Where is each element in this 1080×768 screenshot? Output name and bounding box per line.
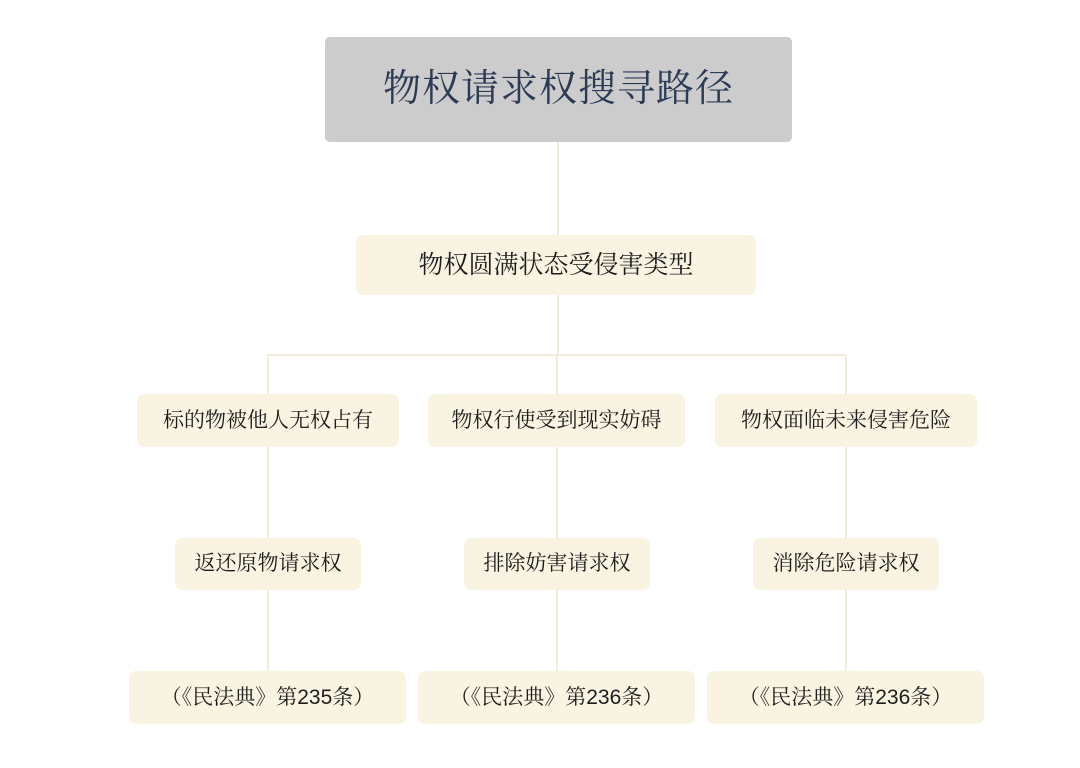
claim-node-2 (464, 538, 650, 590)
statute-label-2: （《民法典》第236条） (449, 685, 664, 709)
connector-cause-to-claim-2 (556, 447, 558, 538)
statute-node-2 (418, 671, 695, 724)
connector-title-to-root (557, 142, 559, 235)
cause-label-2: 物权行使受到现实妨碍 (451, 408, 662, 432)
connector-bus-drop-2 (556, 354, 558, 394)
cause-node-1 (137, 394, 399, 447)
connector-claim-to-statute-2 (556, 590, 558, 671)
connector-root-stem (557, 295, 559, 355)
claim-label-3: 消除危险请求权 (772, 552, 920, 576)
connector-claim-to-statute-1 (267, 590, 269, 671)
statute-label-1: （《民法典》第235条） (160, 685, 375, 709)
root-node (356, 235, 756, 295)
connector-cause-to-claim-3 (845, 447, 847, 538)
statute-label-3: （《民法典》第236条） (738, 685, 953, 709)
cause-label-1: 标的物被他人无权占有 (163, 408, 373, 432)
statute-node-1 (129, 671, 406, 724)
connector-bus-drop-3 (845, 354, 847, 394)
statute-node-3 (707, 671, 984, 724)
connector-bus-drop-1 (267, 354, 269, 394)
connector-claim-to-statute-3 (845, 590, 847, 671)
diagram-title-node (325, 37, 792, 142)
diagram-title-label: 物权请求权搜寻路径 (382, 67, 734, 110)
connector-cause-to-claim-1 (267, 447, 269, 538)
cause-node-2 (428, 394, 685, 447)
claim-node-1 (175, 538, 361, 590)
claim-label-1: 返还原物请求权 (194, 552, 342, 576)
claim-label-2: 排除妨害请求权 (483, 552, 631, 576)
cause-node-3 (715, 394, 977, 447)
cause-label-3: 物权面临未来侵害危险 (741, 408, 951, 432)
root-node-label: 物权圆满状态受侵害类型 (418, 251, 694, 279)
claim-node-3 (753, 538, 939, 590)
